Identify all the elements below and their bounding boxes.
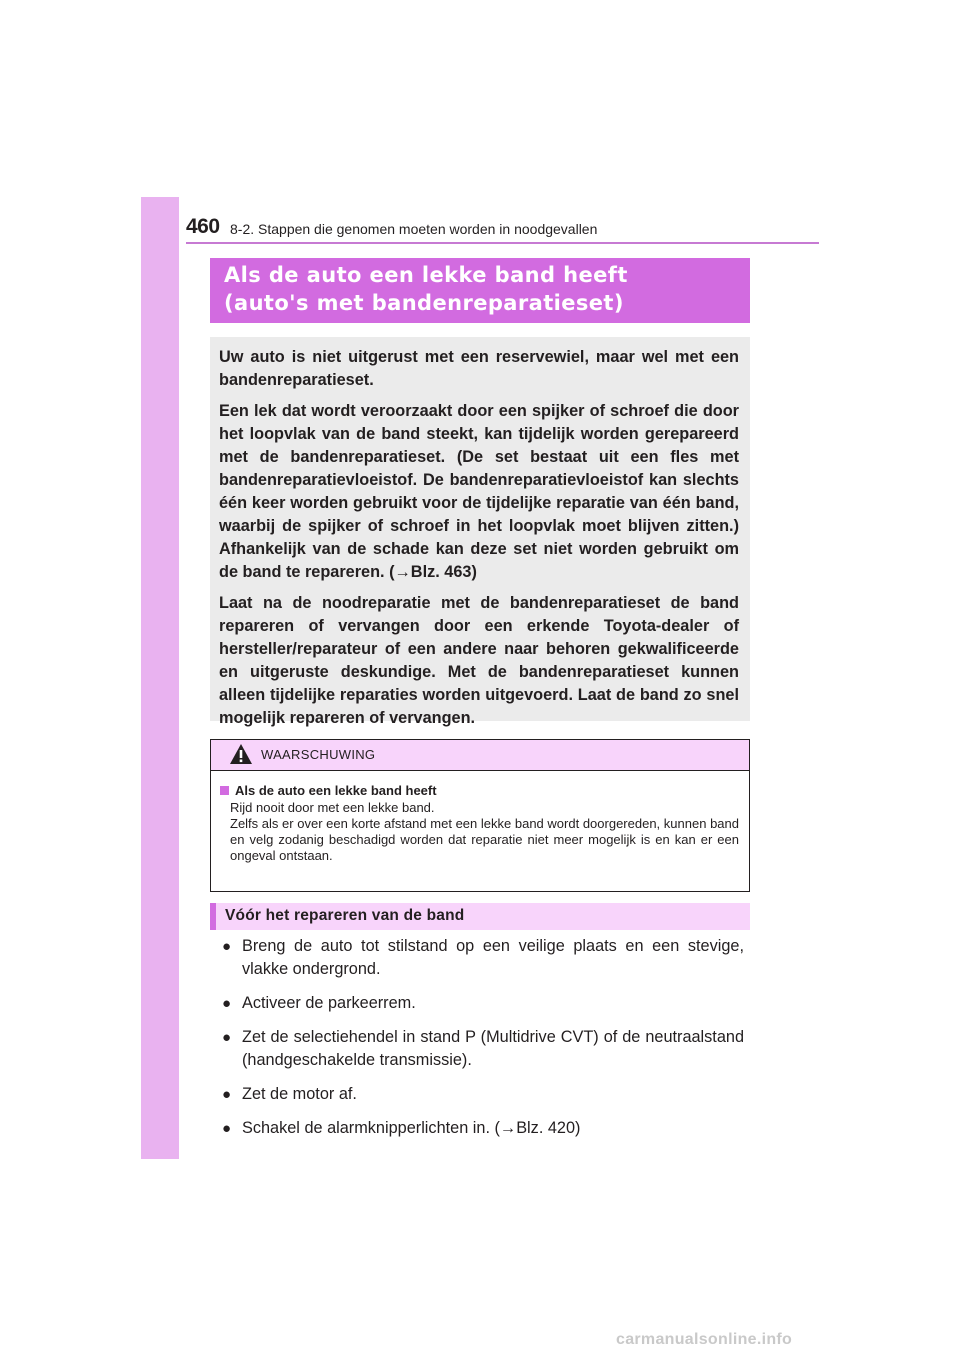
bullet-dot-icon: ● (222, 1120, 232, 1137)
list-item (222, 1026, 744, 1072)
square-bullet-icon (220, 786, 229, 795)
warning-header (211, 740, 749, 771)
section-title-line-1: Als de auto een lekke band heeft (224, 263, 628, 287)
intro-paragraph: Uw auto is niet uitgerust met een reservewiel, maar wel met een bandenreparatieset. (219, 348, 739, 389)
bullet-dot-icon: ● (222, 1086, 232, 1103)
running-title: 8-2. Stappen die genomen moeten worden in noodgevallen (230, 221, 598, 237)
warning-triangle-icon (229, 743, 253, 765)
warning-body (211, 771, 749, 864)
list-item-text: Activeer de parkeerrem. (242, 994, 416, 1012)
section-title-line-2: (auto's met bandenreparatieset) (224, 291, 624, 315)
warning-line: Zelfs als er over een korte afstand met een lekke band wordt doorgereden, kunnen band en velg zodanig beschadigd worden dat reparatie niet meer mogelijk is en kan er een ongeval ontstaan. (230, 816, 739, 863)
section-title-banner (210, 258, 750, 323)
before-repair-heading (210, 903, 750, 930)
intro-paragraph: Een lek dat wordt veroorzaakt door een spijker of schroef die door het loopvlak van de band steekt, kan tijdelijk worden gerepareerd met de bandenreparatieset. (De set bestaat uit een fles met bandenreparatievloeistof. De bandenreparatievloeistof kan slechts één keer worden gebruikt voor de tijdelijke reparatie van één band, waarbij de spijker of schroef in het loopvlak moet blijven zitten.) Afhankelijk van de schade kan deze set niet worden gebruikt om de band te repareren. (→Blz. 463) (219, 402, 739, 581)
warning-label: WAARSCHUWING (261, 747, 376, 762)
list-item (222, 1117, 744, 1140)
warning-box (210, 739, 750, 892)
list-item-text: Schakel de alarmknipperlichten in. (→Blz. 420) (242, 1119, 581, 1137)
warning-title-text: Als de auto een lekke band heeft (235, 783, 437, 798)
bullet-dot-icon: ● (222, 1029, 232, 1046)
warning-title (220, 783, 739, 798)
list-item (222, 992, 744, 1015)
list-item-text: Zet de motor af. (242, 1085, 357, 1103)
header-rule (186, 242, 819, 244)
before-repair-heading-text: Vóór het repareren van de band (225, 907, 465, 924)
list-item (222, 1083, 744, 1106)
watermark: carmanualsonline.info (616, 1331, 793, 1348)
bullet-dot-icon: ● (222, 995, 232, 1012)
bullet-dot-icon: ● (222, 938, 232, 955)
page-number: 460 (186, 215, 220, 238)
intro-paragraph: Laat na de noodreparatie met de bandenreparatieset de band repareren of vervangen door een erkende Toyota-dealer of hersteller/reparateur of een andere naar behoren gekwalificeerde en uitgeruste deskundige. Met de bandenreparatieset kunnen alleen tijdelijke reparaties worden uitgevoerd. Laat de band zo snel mogelijk repareren of vervangen. (219, 594, 739, 727)
warning-line: Rijd nooit door met een lekke band. (230, 800, 435, 815)
list-item-text: Zet de selectiehendel in stand P (Multidrive CVT) of de neutraalstand (handgeschakelde transmissie). (242, 1028, 744, 1069)
before-repair-list (222, 935, 744, 1151)
list-item-text: Breng de auto tot stilstand op een veilige plaats en een stevige, vlakke ondergrond. (242, 937, 744, 978)
intro-box (210, 337, 750, 727)
list-item (222, 935, 744, 981)
chapter-side-tab (141, 197, 179, 1159)
